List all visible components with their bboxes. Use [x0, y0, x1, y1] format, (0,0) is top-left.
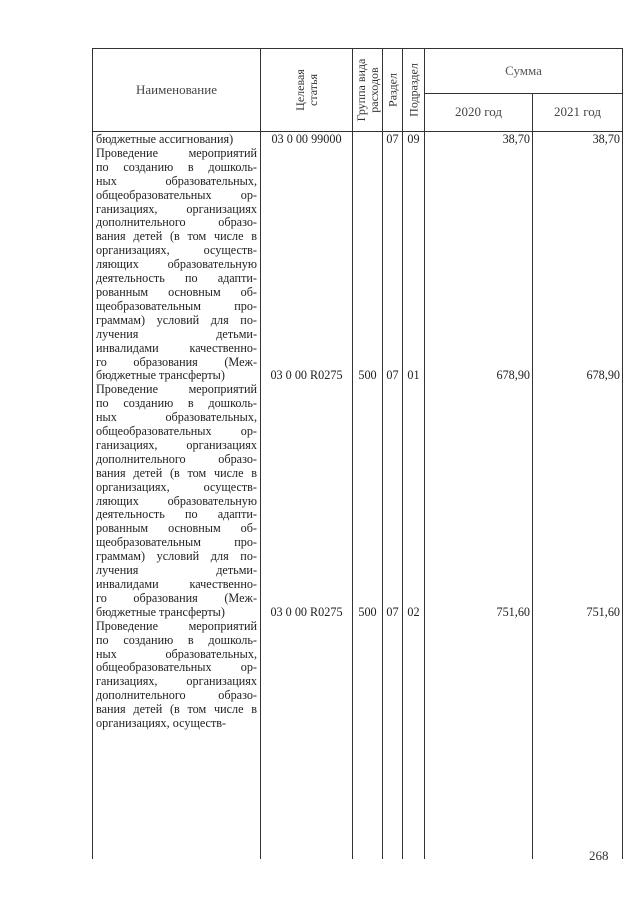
header-section: Раздел: [383, 49, 403, 132]
cell-sum-2020: 678,90: [496, 368, 530, 383]
row-name-line: ляющих образовательную: [96, 493, 257, 508]
row-name-line: Проведение мероприятий: [96, 382, 257, 397]
row-name-line: щеобразовательным про-: [96, 535, 257, 550]
row-name-line: го образования (Меж-: [96, 590, 257, 605]
header-subsection: Подраздел: [403, 49, 425, 132]
row-name-line: бюджетные ассигнования): [96, 132, 234, 146]
cell-sum-2020: 751,60: [496, 604, 530, 619]
row-name-line: лучения детьми-: [96, 563, 257, 578]
cell-target-article: 03 0 00 R0275: [270, 368, 343, 383]
cell-target-article: 03 0 00 R0275: [270, 604, 343, 619]
cell-subsection: 09: [407, 132, 420, 146]
row-name-line: дополнительного образо-: [96, 215, 257, 230]
cell-expense-group: 500: [358, 368, 377, 383]
row-name-line: ганизациях, организациях: [96, 201, 257, 216]
row-name-line: вания детей (в том числе в: [96, 465, 257, 480]
row-name-line: лучения детьми-: [96, 326, 257, 341]
cell-sum-2021: 38,70: [592, 132, 620, 146]
row-name-line: деятельность по адапти-: [96, 507, 257, 522]
budget-table: [92, 48, 623, 859]
row-name-line: инвалидами качественно-: [96, 577, 257, 591]
row-name-line: вания детей (в том числе в: [96, 702, 257, 717]
row-name-line: ных образовательных,: [96, 646, 257, 661]
row-name-line: организациях, осуществ-: [96, 243, 257, 258]
cell-subsection: 01: [407, 368, 420, 383]
expense-group-column: [353, 132, 383, 859]
row-name-line: по созданию в дошколь-: [96, 632, 257, 647]
cell-subsection: 02: [407, 604, 420, 619]
table-row: [96, 147, 257, 383]
cell-sum-2021: 678,90: [586, 368, 620, 383]
row-name-line: общеобразовательных ор-: [96, 660, 257, 675]
row-name-line: Проведение мероприятий: [96, 618, 257, 633]
table-row: [96, 620, 257, 731]
name-column: [93, 132, 261, 859]
sum-2020-column: [425, 132, 533, 859]
header-name: Наименование: [93, 49, 261, 132]
header-expense-group: Группа вида расходов: [353, 49, 383, 132]
cell-section: 07: [386, 604, 399, 619]
row-name-line: общеобразовательных ор-: [96, 424, 257, 439]
header-target-article: Целевая статья: [261, 49, 353, 132]
cell-section: 07: [386, 368, 399, 383]
row-name-line: граммам) условий для по-: [96, 312, 257, 327]
row-name-line: граммам) условий для по-: [96, 549, 257, 564]
row-name-line: организациях, осуществ-: [96, 716, 227, 731]
row-name-line: ных образовательных,: [96, 173, 257, 188]
row-name-line: рованным основным об-: [96, 521, 257, 536]
section-column: [383, 132, 403, 859]
row-name-line: ганизациях, организациях: [96, 674, 257, 689]
row-name-line: бюджетные трансферты): [96, 604, 225, 619]
table-row: [96, 383, 257, 619]
row-name-line: бюджетные трансферты): [96, 368, 225, 383]
row-name-line: общеобразовательных ор-: [96, 187, 257, 202]
row-name-line: вания детей (в том числе в: [96, 229, 257, 244]
row-name-line: инвалидами качественно-: [96, 340, 257, 355]
row-name-line: по созданию в дошколь-: [96, 159, 257, 174]
row-name-line: щеобразовательным про-: [96, 298, 257, 313]
cell-sum-2020: 38,70: [502, 132, 530, 146]
page-number: 268: [589, 848, 609, 863]
header-sum: Сумма: [425, 49, 623, 94]
subsection-column: [403, 132, 425, 859]
row-name-line: организациях, осуществ-: [96, 479, 257, 494]
header-year-2021: 2021 год: [533, 93, 623, 131]
cell-expense-group: 500: [358, 604, 377, 619]
cell-sum-2021: 751,60: [586, 604, 620, 619]
row-name-line: дополнительного образо-: [96, 451, 257, 466]
row-name-line: Проведение мероприятий: [96, 145, 257, 160]
row-name-line: ганизациях, организациях: [96, 437, 257, 452]
table-row: [96, 133, 257, 147]
row-name-line: ляющих образовательную: [96, 257, 257, 272]
row-name-line: рованным основным об-: [96, 284, 257, 299]
target-article-column: [261, 132, 353, 859]
row-name-line: по созданию в дошколь-: [96, 396, 257, 411]
header-year-2020: 2020 год: [425, 93, 533, 131]
row-name-line: го образования (Меж-: [96, 354, 257, 369]
sum-2021-column: [533, 132, 623, 859]
cell-target-article: 03 0 00 99000: [271, 132, 342, 146]
row-name-line: деятельность по адапти-: [96, 271, 257, 286]
row-name-line: ных образовательных,: [96, 410, 257, 425]
cell-section: 07: [386, 132, 399, 146]
row-name-line: дополнительного образо-: [96, 688, 257, 703]
